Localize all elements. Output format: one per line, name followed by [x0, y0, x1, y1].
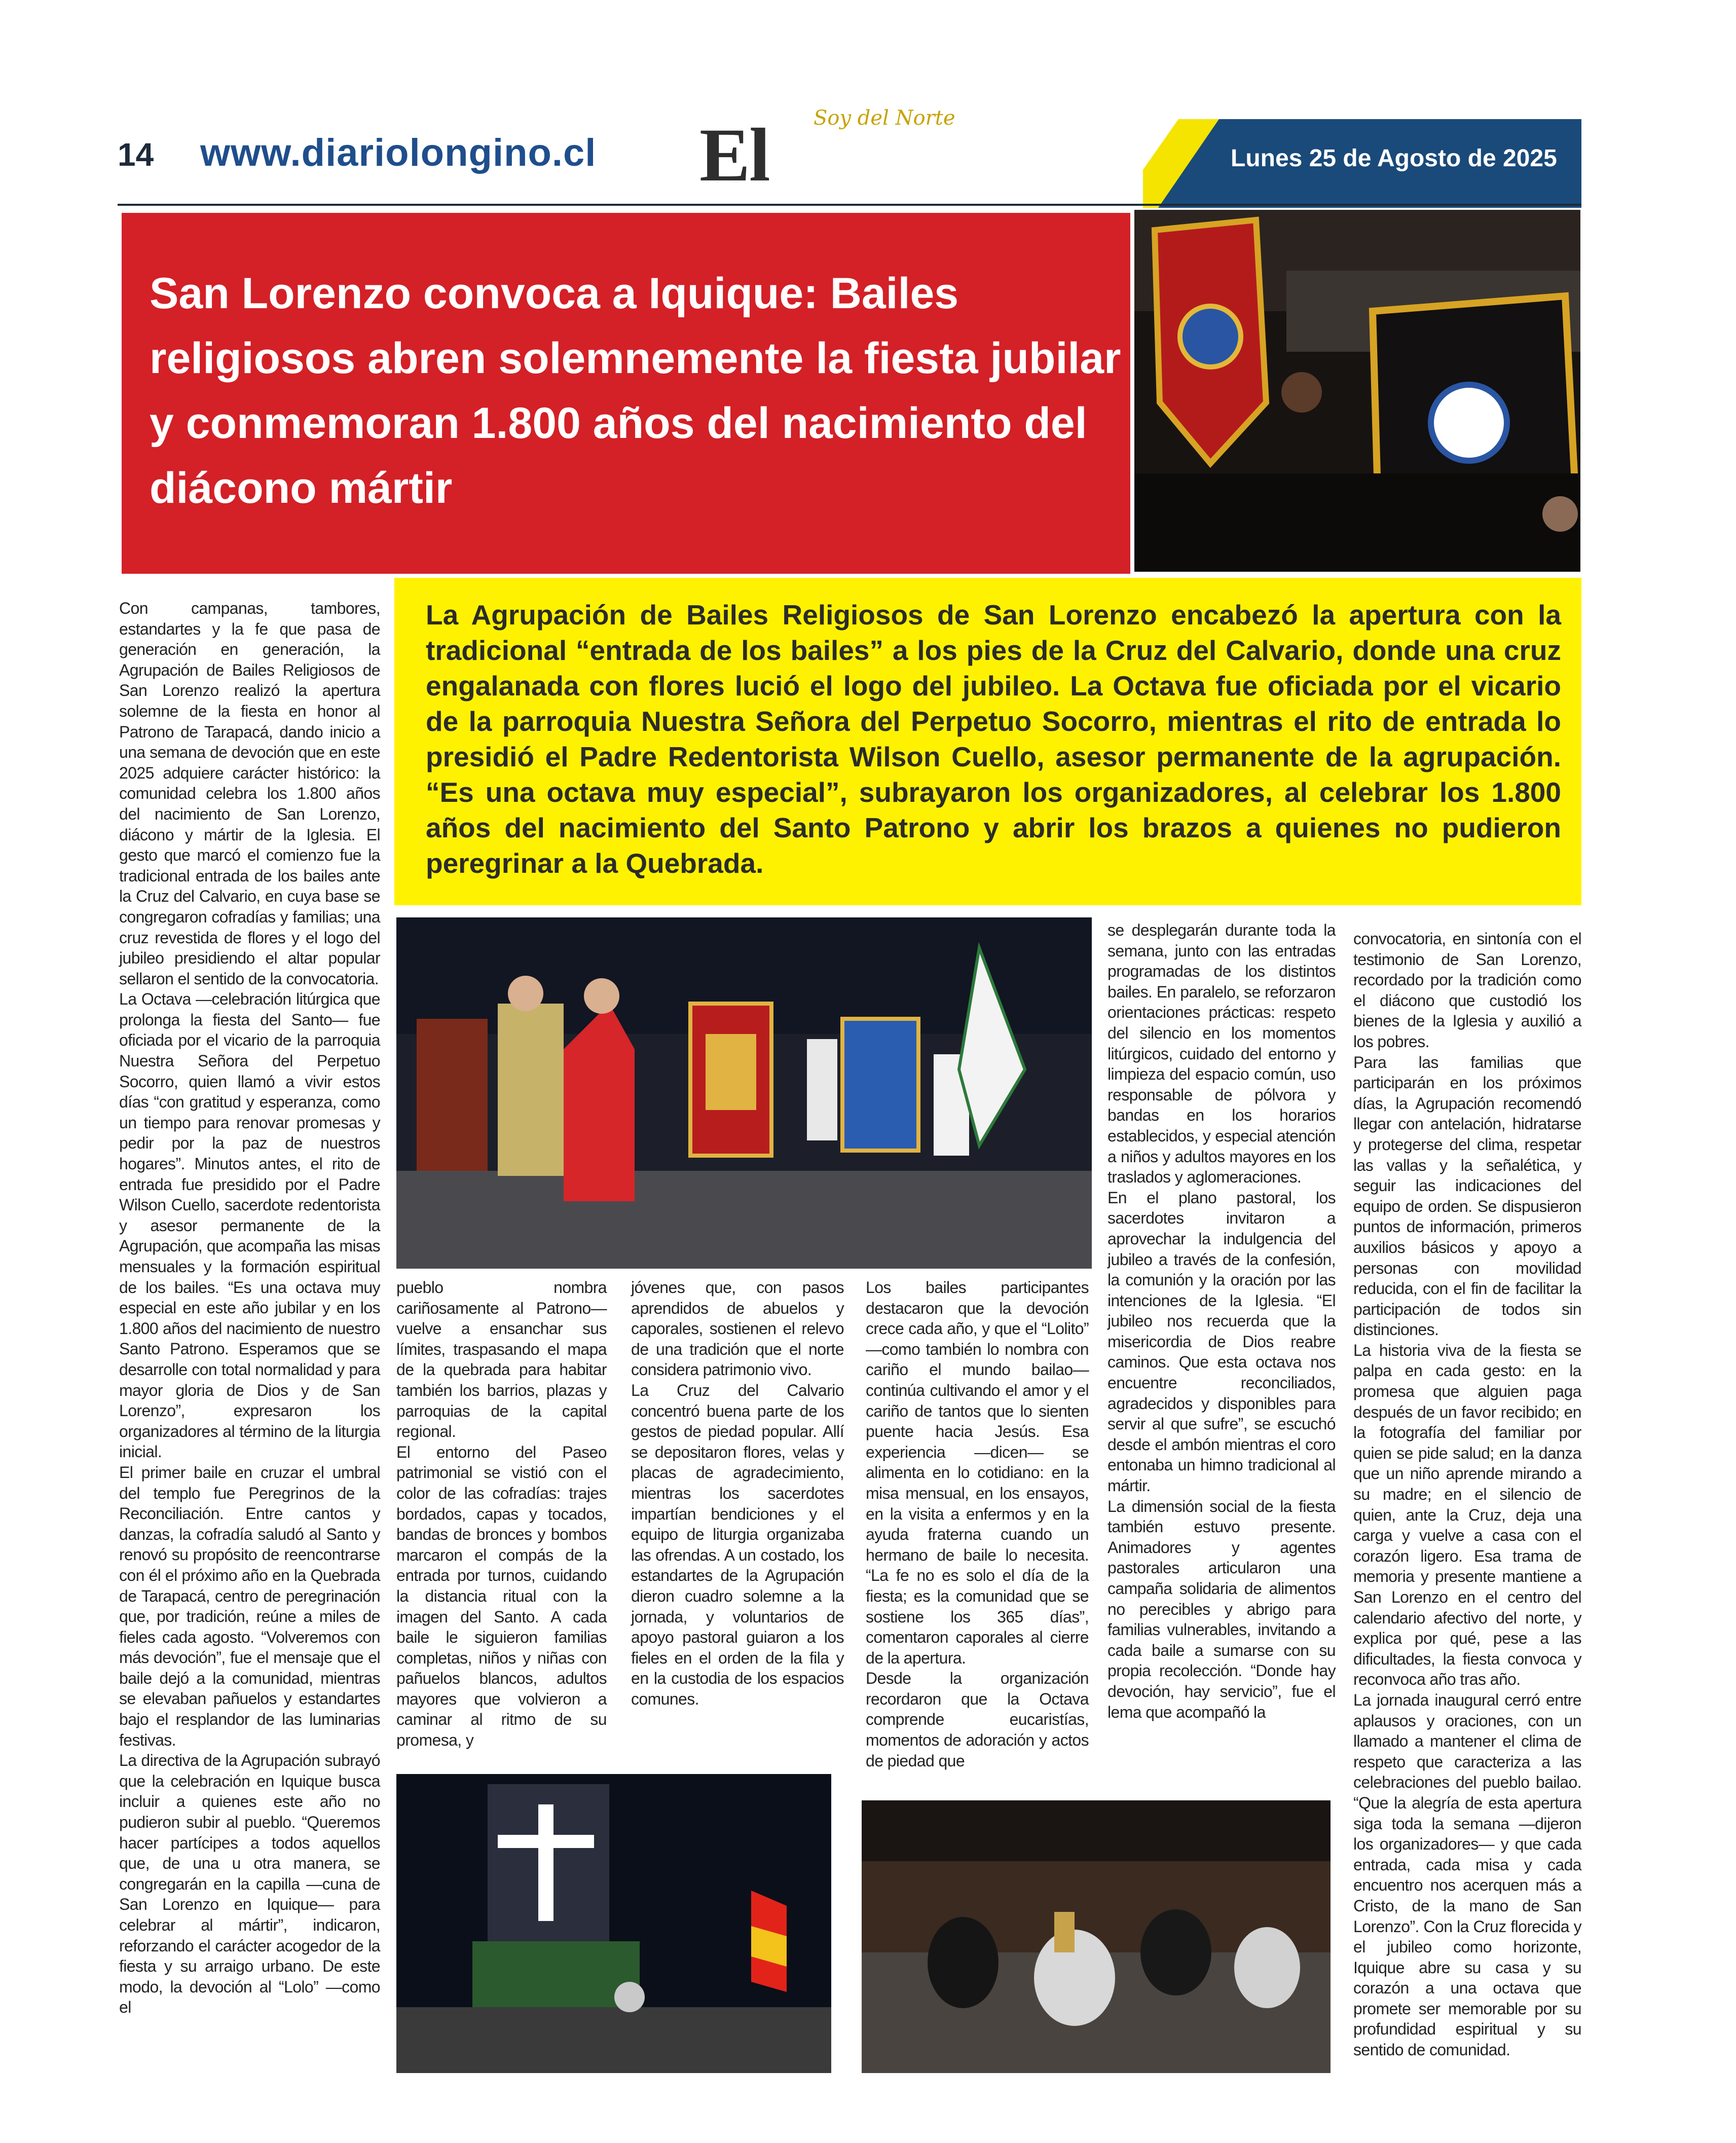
article-column-4 [866, 1277, 1089, 1771]
logo-tagline: Soy del Norte [814, 106, 955, 130]
paragraph: La Cruz del Calvario concentró buena parte de los gestos de piedad popular. Allí se depositaron flores, velas y placas de agradecimiento, mientras los sacerdotes impartían bendiciones y el equipo de liturgia organizaba las ofrendas. A un costado, los estandartes de la Agrupación dieron cuadro solemne a la jornada, y voluntarios de apoyo pastoral guiaron a los fieles en el orden de la fila y en la custodia de los espacios comunes. [631, 1381, 844, 1708]
article-headline: San Lorenzo convoca a Iquique: Bailes religiosos abren solemnemente la fiesta jubilar y conmemoran 1.800 años del nacimiento del diácono mártir [150, 269, 1121, 512]
article-column-3 [631, 1277, 844, 1709]
paragraph: jóvenes que, con pasos aprendidos de abuelos y caporales, sostienen el relevo de una tradición que el norte considera patrimonio vivo. [631, 1278, 844, 1379]
photo-procession-banners [1134, 210, 1580, 572]
article-column-5 [1107, 920, 1336, 1722]
article-column-1 [119, 598, 380, 2018]
paragraph: Con campanas, tambores, estandartes y la fe que pasa de generación en generación, la Agrupación de Bailes Religiosos de San Lorenzo realizó la apertura solemne de la fiesta en honor al Patrono de Tarapacá, dando inicio a una semana de devoción que en este 2025 adquiere carácter histórico: la comunidad celebra los 1.800 años del nacimiento de San Lorenzo, diácono y mártir de la Iglesia. El gesto que marcó el comienzo fue la tradicional entrada de los bailes ante la Cruz del Calvario, en cuya base se congregaron cofradías y familias; una cruz revestida de flores y el logo del jubileo presidiendo el altar popular sellaron el sentido de la convocatoria. [119, 599, 380, 988]
logo-wordmark: El [699, 113, 769, 197]
article-column-6 [1353, 929, 1581, 2060]
photo-calvary-cross [396, 1774, 831, 2073]
header-divider [118, 204, 1581, 206]
page-number: 14 [118, 136, 154, 173]
paragraph: La dimensión social de la fiesta también estuvo presente. Animadores y agentes pastorales articularon una campaña solidaria de alimentos no perecibles y abrigo para familias vulnerables, invitando a cada baile a sumarse con su propia recolección. “Donde hay devoción, hay servicio”, fue el lema que acompañó la [1107, 1497, 1336, 1721]
website-link[interactable]: www.diariolongino.cl [200, 131, 597, 174]
paragraph: Los bailes participantes destacaron que la devoción crece cada año, y que el “Lolito” —como también lo nombra con cariño el mundo bailao— continúa cultivando el amor y el cariño de tantos que lo sienten puente hacia Jesús. Esa experiencia —dicen— se alimenta en lo cotidiano: en la misa mensual, en los ensayos, en la visita a enfermos y en la ayuda fraterna cuando un hermano de baile lo necesita. “La fe no es solo el día de la fiesta; es la comunidad que se sostiene los 365 días”, comentaron caporales al cierre de la apertura. [866, 1278, 1089, 1667]
paragraph: Para las familias que participarán en los próximos días, la Agrupación recomendó llegar con antelación, hidratarse y protegerse del clima, respetar las vallas y la señalética, y seguir las indicaciones del equipo de orden. Se dispusieron puntos de información, primeros auxilios básicos y apoyo a personas con movilidad reducida, con el fin de facilitar la participación de todos sin distinciones. [1353, 1053, 1581, 1339]
paragraph: El primer baile en cruzar el umbral del templo fue Peregrinos de la Reconciliación. Entre cantos y danzas, la cofradía saludó al Santo y renovó su propósito de reencontrarse con él el próximo año en la Quebrada de Tarapacá, centro de peregrinación que, por tradición, reúne a miles de fieles cada agosto. “Volveremos con más devoción”, fue el mensaje que el baile dejó a la comunidad, mientras se elevaban pañuelos y estandartes bajo el resplandor de las luminarias festivas. [119, 1463, 380, 1749]
paragraph: La directiva de la Agrupación subrayó que la celebración en Iquique busca incluir a quienes este año no pudieron subir al pueblo. “Queremos hacer partícipes a todos aquellos que, de una u otra manera, se congregarán en la capilla —cuna de San Lorenzo en Iquique— para celebrar al mártir”, indicaron, reforzando el carácter acogedor de la fiesta y su arraigo urbano. De este modo, la devoción al “Lolo” —como el [119, 1751, 380, 2017]
newspaper-logo [694, 101, 1039, 197]
article-lead: La Agrupación de Bailes Religiosos de San Lorenzo encabezó la apertura con la tradicional “entrada de los bailes” a los pies de la Cruz del Calvario, donde una cruz engalanada con flores lució el logo del jubileo. La Octava fue oficiada por el vicario de la parroquia Nuestra Señora del Perpetuo Socorro, mientras el rito de entrada lo presidió el Padre Redentorista Wilson Cuello, asesor permanente de la agrupación. “Es una octava muy especial”, subrayaron los organizadores, al celebrar los 1.800 años del nacimiento del Santo Patrono y abrir los brazos a quienes no pudieron peregrinar a la Quebrada. [426, 599, 1561, 879]
paragraph: convocatoria, en sintonía con el testimonio de San Lorenzo, recordado por la tradición como el diácono que custodió los bienes de la Iglesia y auxilió a los pobres. [1353, 930, 1581, 1051]
paragraph: pueblo nombra cariñosamente al Patrono— vuelve a ensanchar sus límites, traspasando el mapa de la quebrada para habitar también los barrios, plazas y parroquias de la capital regional. [396, 1278, 607, 1441]
issue-date: Lunes 25 de Agosto de 2025 [1231, 145, 1557, 172]
article-column-2 [396, 1277, 607, 1751]
paragraph: El entorno del Paseo patrimonial se vistió con el color de las cofradías: trajes bordados, capas y tocados, bandas de bronces y bombos marcaron el compás de la entrada por turnos, cuidando la distancia ritual con la imagen del Santo. A cada baile le siguieron familias completas, niños y niñas con pañuelos blancos, adultos mayores que volvieron a caminar al ritmo de su promesa, y [396, 1443, 607, 1750]
paragraph: Desde la organización recordaron que la Octava comprende eucaristías, momentos de adoración y actos de piedad que [866, 1669, 1089, 1770]
paragraph: se desplegarán durante toda la semana, junto con las entradas programadas de los distintos bailes. En paralelo, se reforzaron orientaciones prácticas: respeto del silencio en los momentos litúrgicos, cuidado del entorno y limpieza del espacio común, uso responsable de pólvora y bandas en los horarios establecidos, y especial atención a niños y adultos mayores en los traslados y aglomeraciones. [1107, 921, 1336, 1187]
paragraph: La jornada inaugural cerró entre aplausos y oraciones, con un llamado a mantener el clima de respeto que caracteriza a las celebraciones del pueblo bailao. “Que la alegría de esta apertura siga toda la semana —dijeron los organizadores— y que cada entrada, cada misa y cada encuentro nos acerquen más a Cristo, de la mano de San Lorenzo”. Con la Cruz florecida y el jubileo como horizonte, Iquique abre su casa y su corazón a una octava que promete ser memorable por su profundidad espiritual y su sentido de comunidad. [1353, 1690, 1581, 2059]
photo-dancing-crowd [862, 1800, 1331, 2073]
photo-dancers-standards [396, 917, 1092, 1269]
paragraph: La Octava —celebración litúrgica que prolonga la fiesta del Santo— fue oficiada por el vicario de la parroquia Nuestra Señora del Perpetuo Socorro, quien llamó a vivir estos días “con gratitud y esperanza, como un tiempo para renovar promesas y pedir por la paz de nuestros hogares”. Minutos antes, el rito de entrada fue presidido por el Padre Wilson Cuello, sacerdote redentorista y asesor permanente de la Agrupación, que acompaña las misas mensuales y la formación espiritual de los bailes. “Es una octava muy especial en este año jubilar y en los 1.800 años del nacimiento de nuestro Santo Patrono. Esperamos que se desarrolle con total normalidad y para mayor gloria de Dios y de San Lorenzo”, expresaron los organizadores al término de la liturgia inicial. [119, 990, 380, 1461]
paragraph: En el plano pastoral, los sacerdotes invitaron a aprovechar la indulgencia del jubileo a través de la confesión, la comunión y la oración por las intenciones de la Iglesia. “El jubileo nos recuerda que la misericordia de Dios reabre caminos. Que esta octava nos encuentre reconciliados, agradecidos y disponibles para servir al que sufre”, se escuchó desde el ambón mientras el coro entonaba un himno tradicional al mártir. [1107, 1188, 1336, 1495]
paragraph: La historia viva de la fiesta se palpa en cada gesto: en la promesa que alguien paga después de un favor recibido; en la fotografía del familiar por quien se pide salud; en la danza que un niño aprende mirando a su madre; en el silencio de quien, ante la Cruz, deja una carga y vuelve a casa con el corazón ligero. Esa trama de memoria y presente mantiene a San Lorenzo en el centro del calendario afectivo del norte, y explica por qué, pese a las dificultades, la fiesta convoca y reconvoca año tras año. [1353, 1341, 1581, 1689]
